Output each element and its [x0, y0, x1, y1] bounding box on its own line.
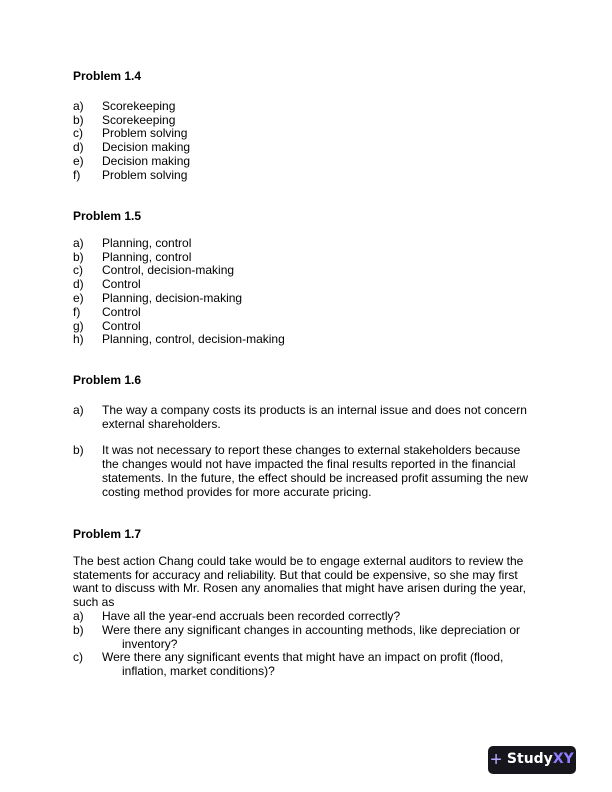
list-item [73, 114, 543, 128]
item-label: d) [73, 140, 84, 155]
item-text: The way a company costs its products is an internal issue and does not concern external shareholders. [102, 402, 527, 431]
problem-1-5 [73, 210, 543, 347]
item-text: Planning, control [102, 235, 192, 250]
list-item [73, 651, 535, 679]
item-text: Planning, control, decision-making [102, 332, 285, 347]
studyxy-logo [488, 746, 576, 774]
problem-heading: Problem 1.5 [73, 209, 142, 223]
item-text: Control, decision-making [102, 263, 235, 278]
list-item [73, 155, 543, 169]
item-text: Planning, control [102, 249, 192, 264]
logo-text: Study [506, 751, 553, 768]
list-item [73, 292, 543, 306]
item-text: Problem solving [102, 167, 188, 182]
list-item [73, 264, 543, 278]
list-item [73, 624, 535, 652]
list-item [73, 100, 543, 114]
list-item [73, 169, 543, 183]
problem-1-7 [73, 528, 535, 679]
item-label: a) [73, 98, 84, 113]
item-label: b) [73, 249, 84, 264]
item-label: a) [73, 235, 84, 250]
problem-1-4 [73, 70, 543, 183]
item-text: Were there any significant events that might have an impact on profit (flood, inflation, market conditions)? [102, 650, 504, 679]
item-text: Decision making [102, 153, 191, 168]
item-text: Control [102, 277, 141, 292]
item-label: c) [73, 126, 83, 141]
list-item [73, 333, 543, 347]
intro-paragraph: The best action Chang could take would be to engage external auditors to review the statements for accuracy and reliability. But that could be expensive, so she may first want to discuss with Mr. Rosen any anomalies that might have arisen during the year, such as [73, 553, 526, 610]
list-item [73, 404, 533, 432]
logo-text-accent: XY [552, 751, 574, 768]
list-item [73, 251, 543, 265]
list-item [73, 127, 543, 141]
plus-icon: + [490, 749, 502, 771]
item-label: d) [73, 277, 84, 292]
item-label: c) [73, 263, 83, 278]
list-item [73, 278, 543, 292]
item-label: b) [73, 112, 84, 127]
item-text: Control [102, 318, 141, 333]
item-text: It was not necessary to report these changes to external stakeholders because the changes would not have impacted the final results reported in the financial statements. In the future, the effect should be increased profit assuming the new costing method provides for more accurate pricing. [102, 443, 529, 499]
problem-heading: Problem 1.6 [73, 373, 142, 387]
item-label: g) [73, 318, 84, 333]
problem-1-6 [73, 374, 543, 500]
item-text: Decision making [102, 140, 191, 155]
problem-heading: Problem 1.4 [73, 69, 142, 83]
item-label: e) [73, 153, 84, 168]
item-text: Scorekeeping [102, 112, 176, 127]
item-label: h) [73, 332, 84, 347]
list-item [73, 141, 543, 155]
list-item [73, 610, 535, 624]
list-item [73, 444, 533, 499]
item-label: f) [73, 304, 81, 319]
list-item [73, 320, 543, 334]
list-item [73, 306, 543, 320]
item-label: b) [73, 443, 84, 458]
item-label: e) [73, 290, 84, 305]
item-text: Control [102, 304, 141, 319]
item-label: c) [73, 650, 83, 665]
item-text: Problem solving [102, 126, 188, 141]
item-text: Scorekeeping [102, 98, 176, 113]
item-label: f) [73, 167, 81, 182]
problem-heading: Problem 1.7 [73, 527, 142, 541]
item-label: a) [73, 402, 84, 417]
item-label: b) [73, 622, 84, 637]
item-text: Have all the year-end accruals been recorded correctly? [102, 608, 401, 623]
item-text: Planning, decision-making [102, 290, 243, 305]
list-item [73, 237, 543, 251]
item-label: a) [73, 608, 84, 623]
item-text: Were there any significant changes in accounting methods, like depreciation or inventory? [102, 622, 521, 651]
